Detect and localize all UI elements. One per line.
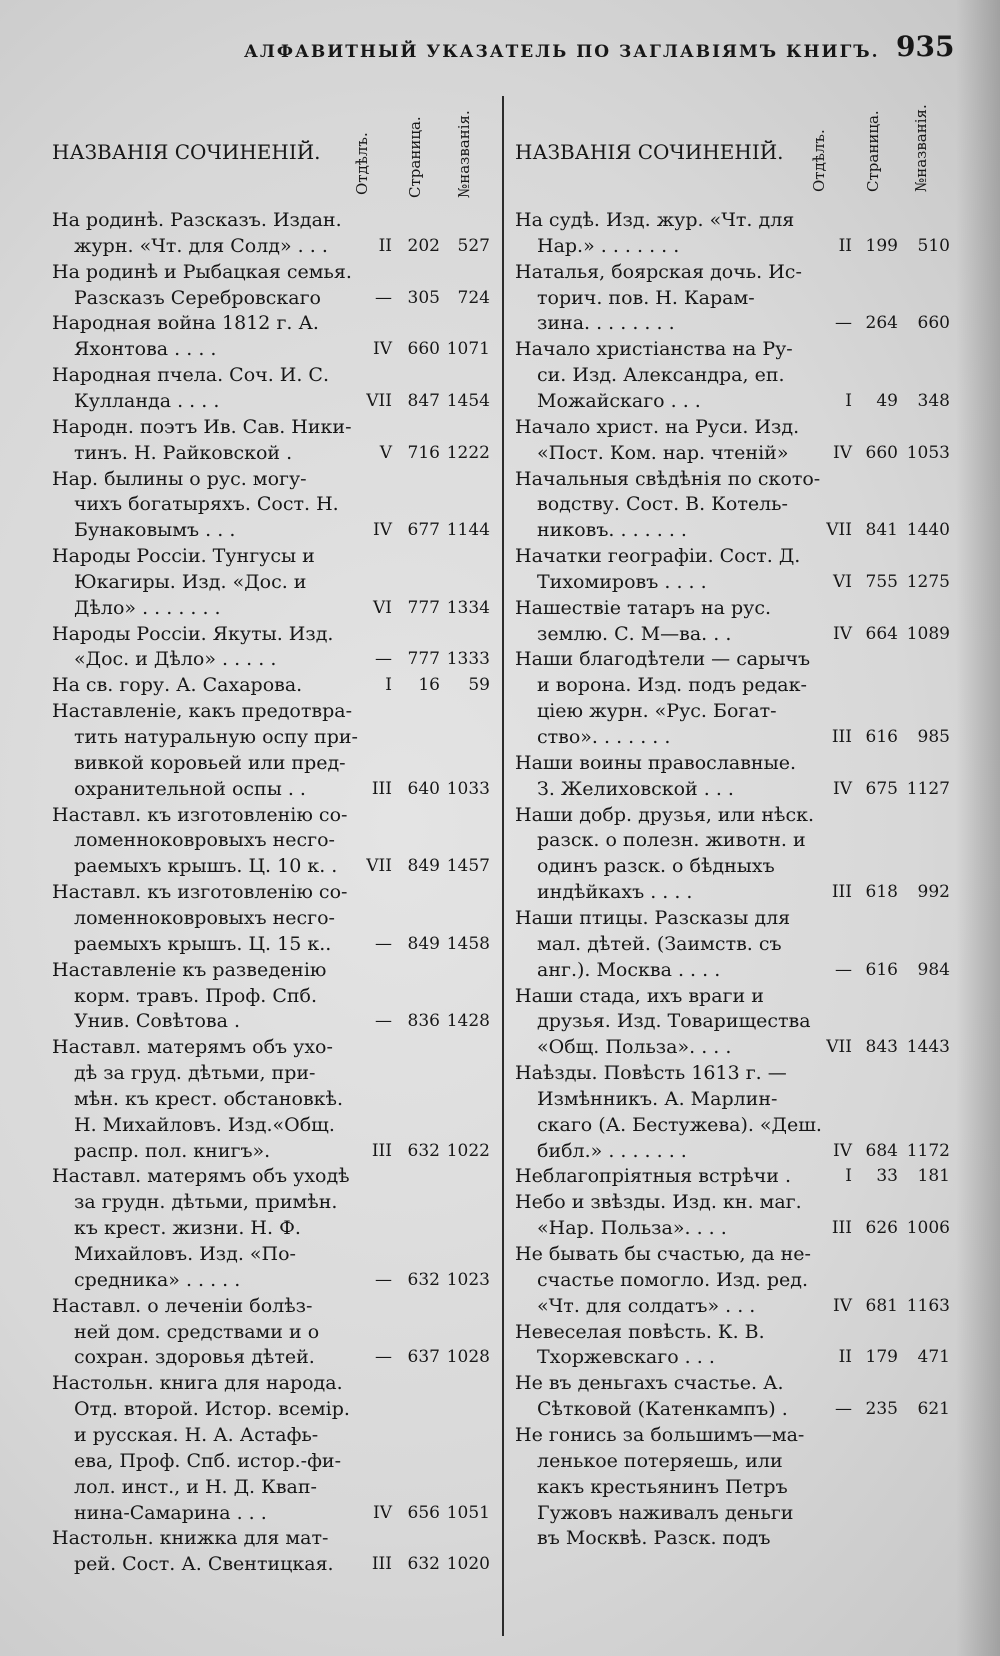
entry-number: 724	[457, 287, 490, 308]
entry-page: 632	[407, 1554, 440, 1575]
entry-title-line: журн. «Чт. для Солд» . . .	[74, 234, 328, 257]
entry-section: —	[375, 1269, 392, 1290]
entry-title-line: индѣйкахъ . . . .	[537, 881, 693, 904]
entry-title-line: никовъ. . . . . . .	[537, 519, 687, 542]
entry-title-line: ціею журн. «Рус. Богат-	[537, 700, 777, 723]
entry-title-line: Наши воины православные.	[515, 751, 796, 774]
entry-title-line: Михайловъ. Изд. «По-	[74, 1243, 296, 1265]
entry-page: 716	[407, 442, 440, 463]
entry-number: 1172	[906, 1140, 950, 1161]
entry-number: 1334	[446, 597, 490, 618]
entry-section: VII	[366, 856, 392, 877]
entry-number: 1222	[446, 442, 490, 463]
entry-title-line: и русская. Н. А. Астафь-	[74, 1423, 319, 1446]
entry-page: 847	[407, 390, 440, 411]
entry-title-line: Разсказъ Серебровскаго	[74, 286, 321, 309]
entry-page: 16	[418, 675, 440, 696]
entry-section: IV	[833, 442, 852, 463]
entry-number: 1023	[446, 1269, 490, 1290]
entry-title-line: ство». . . . . . .	[537, 726, 671, 748]
entry-title-line: Наставленіе къ разведенію	[52, 958, 327, 981]
entry-page: 202	[407, 235, 440, 256]
entry-page: 841	[865, 520, 898, 541]
entry-page: 681	[865, 1295, 898, 1316]
entry-title-line: Наши птицы. Разсказы для	[515, 906, 791, 929]
entry-section: IV	[373, 520, 392, 541]
col-label-section: Отдѣлъ.	[810, 129, 828, 192]
entry-section: —	[835, 313, 852, 334]
entry-page: 305	[407, 287, 440, 308]
entry-title-line: Наши благодѣтели — сарычъ	[515, 648, 811, 671]
entry-title-line: Не гонись за большимъ—ма-	[515, 1423, 805, 1446]
entry-page: 849	[407, 933, 440, 954]
entry-title-line: ней дом. средствами и о	[74, 1320, 320, 1343]
entry-number: 1428	[446, 1011, 490, 1032]
entry-section: III	[371, 778, 392, 799]
col-label-page: Страница.	[864, 110, 882, 192]
entry-section: III	[831, 727, 852, 747]
entry-section: VII	[826, 520, 852, 541]
entry-title-line: сохран. здоровья дѣтей.	[74, 1346, 315, 1369]
entry-title-line: Нар. былины о рус. могу-	[52, 467, 307, 490]
entry-title-line: раемыхъ крышъ. Ц. 10 к. .	[74, 855, 338, 878]
entry-section: I	[385, 675, 392, 696]
entry-section: III	[371, 1554, 392, 1575]
entry-title-line: Наши стада, ихъ враги и	[515, 984, 764, 1007]
entry-section: III	[831, 1218, 852, 1239]
entry-page: 664	[865, 623, 898, 644]
entry-title-line: Начало христ. на Руси. Изд.	[515, 415, 800, 438]
entry-title-line: Гужовъ наживалъ деньги	[537, 1501, 794, 1524]
entry-title-line: Измѣнникъ. А. Марлин-	[537, 1087, 778, 1110]
entry-number: 471	[917, 1347, 950, 1368]
entry-number: 1089	[906, 623, 950, 644]
entry-title-line: «Дос. и Дѣло» . . . . .	[74, 648, 277, 671]
entry-title-line: средника» . . . . .	[74, 1268, 241, 1291]
entry-title-line: Нар.» . . . . . . .	[537, 234, 680, 257]
entry-title-line: Невеселая повѣсть. К. В.	[515, 1320, 765, 1343]
entry-section: —	[375, 1011, 392, 1032]
entry-number: 1443	[906, 1037, 950, 1058]
entry-title-line: дѣ за груд. дѣтьми, при-	[74, 1062, 316, 1085]
entry-number: 660	[917, 313, 950, 334]
entry-title-line: «Чт. для солдатъ» . . .	[537, 1294, 756, 1317]
entry-number: 527	[457, 235, 490, 256]
entry-page: 626	[865, 1218, 898, 1239]
entry-section: IV	[373, 339, 392, 360]
entry-title-line: тинъ. Н. Райковской .	[74, 441, 293, 464]
binding-shadow	[956, 0, 1000, 1656]
entry-title-line: Н. Михайловъ. Изд.«Общ.	[74, 1113, 335, 1136]
entry-title-line: въ Москвѣ. Разск. подъ	[537, 1527, 771, 1550]
entry-title-line: Наставл. къ изготовленію со-	[52, 803, 348, 826]
entry-number: 1022	[446, 1140, 490, 1161]
entry-page: 637	[407, 1347, 440, 1368]
entry-number: 984	[917, 959, 950, 980]
entry-title-line: анг.). Москва . . . .	[537, 958, 721, 981]
entry-page: 660	[865, 442, 898, 463]
entry-page: 677	[407, 520, 440, 541]
entry-title-line: Народн. поэтъ Ив. Сав. Ники-	[52, 415, 352, 438]
entry-number: 1144	[446, 520, 490, 541]
entry-page: 632	[407, 1140, 440, 1161]
entry-title-line: Наши добр. друзья, или нѣск.	[515, 803, 815, 826]
entry-title-line: На судѣ. Изд. жур. «Чт. для	[515, 209, 795, 231]
entry-title-line: си. Изд. Александра, еп.	[537, 364, 785, 387]
entry-title-line: Народная война 1812 г. А.	[52, 312, 319, 335]
entry-page: 618	[865, 882, 898, 903]
entry-page: 640	[407, 778, 440, 799]
entry-title-line: ленькое потеряешь, или	[537, 1449, 783, 1472]
entry-number: 510	[917, 235, 950, 256]
entry-section: V	[379, 442, 392, 463]
entry-number: 621	[917, 1399, 950, 1420]
entry-title-line: Настольн. книга для народа.	[52, 1372, 343, 1395]
entry-title-line: Начатки географіи. Сост. Д.	[515, 545, 801, 568]
entry-page: 616	[865, 959, 898, 980]
col-label-number: №названія.	[912, 104, 930, 192]
entry-number: 1006	[906, 1218, 950, 1239]
entry-number: 985	[917, 727, 950, 747]
entry-section: III	[831, 882, 852, 903]
entry-number: 1020	[446, 1554, 490, 1575]
entry-page: 843	[865, 1037, 898, 1058]
entry-section: IV	[833, 623, 852, 644]
entry-section: —	[835, 1399, 852, 1420]
entry-title-line: На родинѣ. Разсказъ. Издан.	[52, 209, 342, 231]
entry-title-line: «Общ. Польза». . . .	[537, 1036, 732, 1059]
entry-section: VI	[833, 571, 852, 592]
column-title: НАЗВАНІЯ СОЧИНЕНІЙ.	[515, 140, 784, 164]
entry-title-line: водству. Сост. В. Котель-	[537, 493, 788, 516]
entry-title-line: ломенноковровыхъ несго-	[74, 906, 335, 929]
entry-title-line: торич. пов. Н. Карам-	[537, 286, 755, 309]
entry-section: —	[375, 287, 392, 308]
entry-page: 179	[865, 1347, 898, 1368]
entry-page: 235	[865, 1399, 898, 1420]
entry-page: 836	[407, 1011, 440, 1032]
column-title: НАЗВАНІЯ СОЧИНЕНІЙ.	[52, 140, 321, 164]
entry-page: 755	[865, 571, 898, 592]
entry-page: 632	[407, 1269, 440, 1290]
entry-title-line: Унив. Совѣтова .	[74, 1010, 241, 1033]
entry-number: 348	[917, 390, 950, 411]
entry-title-line: Наставленіе, какъ предотвра-	[52, 700, 352, 723]
entry-title-line: какъ крестьянинъ Петръ	[537, 1475, 788, 1498]
entry-title-line: Начальныя свѣдѣнія по ското-	[515, 467, 821, 490]
entry-section: II	[838, 235, 852, 256]
entry-title-line: друзья. Изд. Товарищества	[537, 1010, 811, 1033]
entry-title-line: Бунаковымъ . . .	[74, 519, 236, 542]
entry-title-line: разск. о полезн. животн. и	[537, 829, 806, 852]
entry-section: VII	[366, 390, 392, 411]
entry-section: —	[835, 959, 852, 980]
entry-title-line: Наталья, боярская дочь. Ис-	[515, 260, 802, 283]
entry-number: 1033	[446, 778, 490, 799]
entry-title-line: Не бывать бы счастью, да не-	[515, 1243, 811, 1265]
entry-number: 1333	[446, 649, 490, 670]
entry-section: III	[371, 1140, 392, 1161]
entry-number: 1028	[446, 1347, 490, 1368]
entry-section: I	[845, 390, 852, 411]
entry-page: 656	[407, 1502, 440, 1523]
entry-title-line: одинъ разск. о бѣдныхъ	[537, 855, 775, 878]
entry-title-line: корм. травъ. Проф. Спб.	[74, 984, 318, 1007]
entry-section: —	[375, 933, 392, 954]
entry-section: I	[845, 1166, 852, 1187]
col-label-section: Отдѣлъ.	[353, 132, 371, 195]
entry-title-line: Народы Россіи. Тунгусы и	[52, 545, 315, 568]
entry-title-line: Отд. второй. Истор. всемір.	[74, 1398, 350, 1421]
entry-number: 1275	[906, 571, 950, 592]
entry-title-line: мѣн. къ крест. обстановкѣ.	[74, 1087, 344, 1110]
entry-title-line: Народная пчела. Соч. И. С.	[52, 364, 330, 387]
entry-title-line: Яхонтова . . . .	[74, 338, 217, 361]
entry-title-line: нина-Самарина . . .	[74, 1501, 267, 1524]
entry-title-line: рей. Сост. А. Свентицкая.	[74, 1553, 334, 1576]
entry-page: 849	[407, 856, 440, 877]
entry-title-line: Наставл. къ изготовленію со-	[52, 881, 348, 904]
entry-title-line: Можайскаго . . .	[537, 389, 701, 412]
entry-page: 264	[865, 313, 898, 334]
col-label-number: №названія.	[455, 110, 473, 198]
entry-title-line: З. Желиховской . . .	[537, 777, 734, 800]
entry-page: 777	[407, 597, 440, 618]
entry-title-line: распр. пол. книгъ».	[74, 1139, 271, 1162]
entry-title-line: Небо и звѣзды. Изд. кн. маг.	[515, 1191, 802, 1214]
entry-title-line: охранительной оспы . .	[74, 777, 306, 800]
entry-section: II	[378, 235, 392, 256]
entry-title-line: зина. . . . . . . .	[537, 312, 675, 335]
entry-title-line: Дѣло» . . . . . . .	[74, 596, 221, 619]
entry-number: 1457	[446, 856, 490, 877]
entry-title-line: лол. инст., и Н. Д. Квап-	[74, 1475, 317, 1498]
entry-title-line: Сѣтковой (Катенкампъ) .	[537, 1398, 788, 1421]
entry-page: 199	[865, 235, 898, 256]
entry-title-line: Наѣзды. Повѣсть 1613 г. —	[515, 1062, 787, 1085]
entry-section: —	[375, 1347, 392, 1368]
entry-number: 1454	[446, 390, 490, 411]
entry-title-line: раемыхъ крышъ. Ц. 15 к..	[74, 932, 332, 955]
entry-title-line: вивкой коровьей или пред-	[74, 751, 346, 774]
entry-title-line: Кулланда . . . .	[74, 389, 220, 412]
entry-section: IV	[373, 1502, 392, 1523]
entry-number: 992	[917, 882, 950, 903]
entry-number: 1071	[446, 339, 490, 360]
entry-title-line: Нашествіе татаръ на рус.	[515, 596, 772, 619]
entry-number: 1458	[446, 933, 490, 954]
entry-title-line: ева, Проф. Спб. истор.-фи-	[74, 1449, 342, 1472]
entry-title-line: Не въ деньгахъ счастье. А.	[515, 1372, 784, 1395]
entry-title-line: На родинѣ и Рыбацкая семья.	[52, 260, 352, 283]
entry-page: 684	[865, 1140, 898, 1161]
entry-title-line: Тихомировъ . . . .	[537, 570, 707, 593]
entry-number: 1051	[446, 1502, 490, 1523]
entry-section: VII	[826, 1037, 852, 1058]
entry-title-line: Юкагиры. Изд. «Дос. и	[74, 570, 307, 593]
entry-title-line: къ крест. жизни. Н. Ф.	[74, 1217, 301, 1240]
entry-section: IV	[833, 778, 852, 799]
entry-title-line: ломенноковровыхъ несго-	[74, 829, 335, 852]
entry-section: IV	[833, 1295, 852, 1316]
entry-title-line: Наставл. о леченіи болѣз-	[52, 1294, 313, 1317]
entry-number: 1053	[906, 442, 950, 463]
entry-section: IV	[833, 1140, 852, 1161]
entry-page: 33	[876, 1166, 898, 1187]
entry-number: 1127	[906, 778, 950, 799]
col-label-page: Страница.	[406, 116, 424, 198]
entry-section: —	[375, 649, 392, 670]
entry-title-line: Начало христіанства на Ру-	[515, 338, 793, 361]
entry-title-line: Тхоржевскаго . . .	[537, 1346, 715, 1369]
column-divider	[502, 96, 504, 1636]
entry-title-line: Настольн. книжка для мат-	[52, 1527, 329, 1550]
entry-title-line: чихъ богатыряхъ. Сост. Н.	[74, 493, 339, 516]
entry-section: VI	[373, 597, 392, 618]
entry-title-line: «Пост. Ком. нар. чтеній»	[537, 441, 789, 464]
entry-title-line: Наставл. матерямъ объ ухо-	[52, 1036, 333, 1059]
entry-page: 675	[865, 778, 898, 799]
entry-title-line: и ворона. Изд. подъ редак-	[537, 674, 807, 697]
entry-page: 660	[407, 339, 440, 360]
entry-page: 616	[865, 727, 898, 747]
entry-title-line: скаго (А. Бестужева). «Деш.	[537, 1113, 822, 1136]
entry-number: 1163	[906, 1295, 950, 1316]
entry-section: II	[838, 1347, 852, 1368]
entry-title-line: Неблагопріятныя встрѣчи .	[515, 1165, 792, 1188]
running-header: АЛФАВИТНЫЙ УКАЗАТЕЛЬ ПО ЗАГЛАВІЯМЪ КНИГЪ.	[244, 42, 880, 62]
entry-number: 1440	[906, 520, 950, 541]
entry-title-line: На св. гору. А. Сахарова.	[52, 674, 303, 697]
entry-title-line: тить натуральную оспу при-	[74, 726, 358, 748]
entry-title-line: Народы Россіи. Якуты. Изд.	[52, 622, 334, 645]
entry-title-line: Наставл. матерямъ объ уходѣ	[52, 1165, 350, 1188]
entry-number: 181	[917, 1166, 950, 1187]
entry-title-line: мал. дѣтей. (Заимств. съ	[537, 932, 782, 955]
entry-title-line: землю. С. М—ва. . .	[537, 622, 732, 645]
entry-number: 59	[468, 675, 490, 696]
entry-page: 777	[407, 649, 440, 670]
entry-title-line: счастье помогло. Изд. ред.	[537, 1268, 809, 1291]
entry-title-line: «Нар. Польза». . . .	[537, 1217, 727, 1240]
entry-title-line: библ.» . . . . . . .	[537, 1139, 687, 1162]
entry-page: 49	[876, 390, 898, 411]
page-number: 935	[896, 30, 955, 63]
entry-title-line: за грудн. дѣтьми, примѣн.	[74, 1191, 338, 1214]
